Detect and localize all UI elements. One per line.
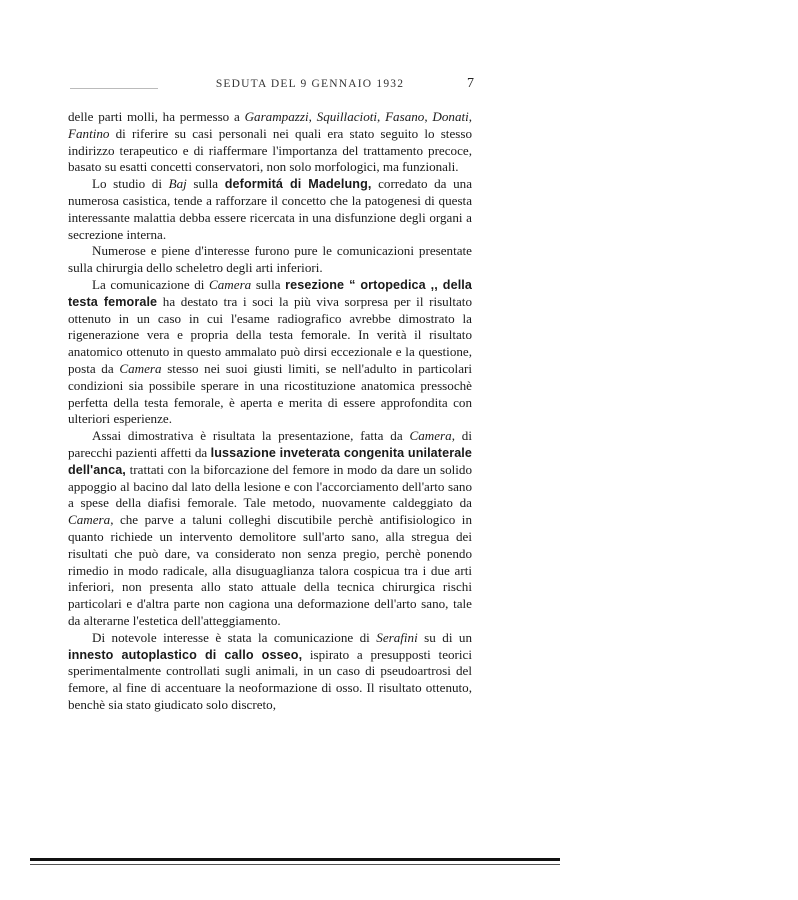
header-rule <box>70 88 158 89</box>
bottom-rule <box>30 858 560 861</box>
author-name: Camera <box>209 276 252 292</box>
body-text <box>68 109 472 714</box>
paragraph <box>68 630 472 714</box>
paragraph <box>68 277 472 428</box>
paragraph <box>68 243 472 277</box>
text-run: Lo studio di <box>92 176 169 192</box>
author-name: Serafini <box>376 629 418 645</box>
bold-term: innesto autoplastico di callo osseo, <box>68 647 303 662</box>
bottom-rule-thin <box>30 864 560 865</box>
text-run: La comunicazione di <box>92 276 210 292</box>
text-run: ispirato a presupposti teorici sperimentalmente controllati sugli animali, in un caso di pseudoartrosi del femore, al fine di accentuare la neoformazione di osso. Il risultato ottenuto, benchè sia stato giudicato solo discreto, <box>68 646 472 712</box>
text-run: sulla <box>251 276 286 292</box>
author-name: Baj <box>168 176 187 192</box>
text-run: Di notevole interesse è stata la comunicazione di <box>92 629 377 645</box>
author-name: Camera <box>119 360 162 376</box>
author-name: Garampazzi <box>244 109 309 124</box>
text-run: , <box>308 109 317 124</box>
text-run: trattati con la biforcazione del femore in modo da dare un solido appoggio al bacino dal lato della lesione e con l'accorciamento dell'arto sano a spese della diafisi femorale. Tale metodo, nuovamente caldeggiato da <box>68 461 472 511</box>
header-title: SEDUTA DEL 9 GENNAIO 1932 <box>215 78 405 90</box>
text-run: , che parve a taluni colleghi discutibile perchè antifisiologico in quanto richiede un intervento demolitore sull'arto sano, alla stregua dei risultati che può dare, va considerato non senza pregio, perchè ponendo rimedio in modo radicale, alla disuguaglianza talora cospicua tra i due arti inferiori, non presenta allo stato attuale della tecnica chirurgica rischi particolari e d'altra parte non cagiona una deformazione dell'arto sano, tale da alterarne l'estetica dell'atteggiamento. <box>68 512 472 628</box>
text-run: delle parti molli, ha permesso a <box>68 109 245 124</box>
paragraph <box>68 176 472 243</box>
text-run: di riferire su casi personali nei quali era stato seguito lo stesso indirizzo terapeutico e di riaffermare l'importanza del trattamento precoce, basato su esatti concetti conservatori, non solo morfologici, ma funzionali. <box>68 125 472 175</box>
text-run: sulla <box>186 176 225 192</box>
text-run: , <box>468 109 473 124</box>
text-run: ha destato tra i soci la più viva sorpresa per il risultato ottenuto in un caso in cui l'esame radiografico avrebbe dimostrato la rigenerazione vera e propria della testa femorale. In verità il risultato anatomico ottenuto in questo ammalato può dirsi eccezionale e la questione, posta da <box>68 293 472 376</box>
author-name: Fasano <box>385 109 425 124</box>
text-run: su di un <box>417 629 472 645</box>
author-name: Fantino <box>68 125 110 141</box>
paragraph <box>68 109 472 176</box>
text-run: stesso nei suoi giusti limiti, se nell'adulto in particolari condizioni sia possibile sperare in una ricostituzione anatomica pressochè perfetta della testa femorale, è aperta e merita di essere approfondita con ulteriori esperienze. <box>68 360 473 427</box>
running-header <box>70 76 474 96</box>
text-run: Numerose e piene d'interesse furono pure le comunicazioni presentate sulla chirurgia dello scheletro degli arti inferiori. <box>68 243 472 276</box>
author-name: Donati <box>432 109 469 124</box>
text-run: Assai dimostrativa è risultata la presentazione, fatta da <box>92 428 410 444</box>
text-run: , di parecchi pazienti affetti da <box>68 428 472 460</box>
bold-term: resezione “ ortopedica ,, della testa femorale <box>68 277 472 309</box>
page-number: 7 <box>467 76 474 91</box>
author-name: Camera <box>68 512 111 528</box>
text-run: corredato da una numerosa casistica, tende a rafforzare il concetto che la patogenesi di questa interessante malattia debba essere ricercata in una disfunzione degli organi a secrezione interna. <box>68 176 473 242</box>
bold-term: deformitá di Madelung, <box>224 177 372 192</box>
author-name: Squillacioti <box>316 109 378 124</box>
paragraph <box>68 428 472 630</box>
author-name: Camera <box>409 428 452 444</box>
text-run: , <box>424 109 433 124</box>
text-run: , <box>377 109 386 124</box>
bold-term: lussazione inveterata congenita unilaterale dell'anca, <box>68 445 472 477</box>
